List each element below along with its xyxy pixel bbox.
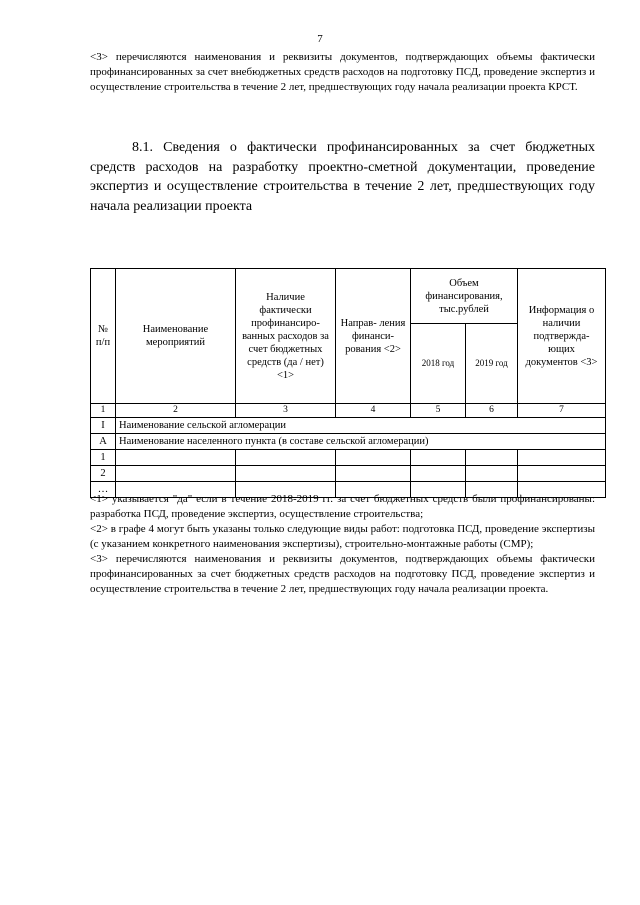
cell <box>336 466 411 482</box>
cell <box>236 466 336 482</box>
col-number: 1 <box>91 404 116 418</box>
cell <box>116 466 236 482</box>
footnotes <box>90 492 595 597</box>
cell <box>518 466 606 482</box>
page-number: 7 <box>317 33 323 45</box>
cell <box>518 450 606 466</box>
table-row <box>91 466 606 482</box>
col-number: 6 <box>466 404 518 418</box>
header-year-2018: 2018 год <box>411 324 466 404</box>
row-num: … <box>91 482 116 498</box>
column-number-row <box>91 404 606 418</box>
row-num: 2 <box>91 466 116 482</box>
cell <box>236 450 336 466</box>
cell <box>466 450 518 466</box>
cell <box>336 450 411 466</box>
col-number: 4 <box>336 404 411 418</box>
header-name: Наименование мероприятий <box>116 269 236 404</box>
row-num: I <box>91 418 116 434</box>
header-info: Информация о наличии подтвержда- ющих документов <3> <box>518 269 606 404</box>
cell <box>411 450 466 466</box>
cell <box>411 466 466 482</box>
row-agglomeration-name: Наименование сельской агломерации <box>116 418 606 434</box>
cell <box>466 466 518 482</box>
col-number: 2 <box>116 404 236 418</box>
col-number: 7 <box>518 404 606 418</box>
header-num: № п/п <box>91 269 116 404</box>
col-number: 3 <box>236 404 336 418</box>
table-row <box>91 450 606 466</box>
header-year-2019: 2019 год <box>466 324 518 404</box>
table-row <box>91 434 606 450</box>
row-num: А <box>91 434 116 450</box>
row-settlement-name: Наименование населенного пункта (в составе сельской агломерации) <box>116 434 606 450</box>
footnote-2: <2> в графе 4 могут быть указаны только следующие виды работ: подготовка ПСД, проведение экспертизы (с указанием конкретного наименования экспертизы), строительно-монтажные работы (СМР); <box>90 523 595 550</box>
header-direction: Направ- ления финанси- рования <2> <box>336 269 411 404</box>
footnote-3: <3> перечисляются наименования и реквизиты документов, подтверждающих объемы фактически профинансированных за счет бюджетных средств расходов на подготовку ПСД, проведение экспертиз и осуществление строительства в течение 2 лет, предшествующих году начала реализации проекта. <box>90 553 595 595</box>
financing-table <box>90 268 606 498</box>
cell <box>116 450 236 466</box>
footnote-3-external: <3> перечисляются наименования и реквизиты документов, подтверждающих объемы фактически профинансированных за счет внебюджетных средств расходов на подготовку ПСД, проведение экспертиз и осуществление строительства в течение 2 лет, предшествующих году начала реализации проекта КРСТ. <box>90 51 595 93</box>
row-num: 1 <box>91 450 116 466</box>
header-volume: Объем финансирования, тыс.рублей <box>411 269 518 324</box>
footnote-1: <1> указывается "да" если в течение 2018-2019 гг. за счет бюджетных средств были профинансированы: разработка ПСД, проведение экспертиз, осуществление строительства; <box>90 493 595 520</box>
section-title: 8.1. Сведения о фактически профинансированных за счет бюджетных средств расходов на разработку проектно-сметной документации, проведение экспертиз и осуществление строительства в течение 2 лет, предшествующих году начала реализации проекта <box>90 140 595 214</box>
header-availability: Наличие фактически профинансиро- ванных расходов за счет бюджетных средств (да / нет) <1> <box>236 269 336 404</box>
col-number: 5 <box>411 404 466 418</box>
table-row <box>91 418 606 434</box>
